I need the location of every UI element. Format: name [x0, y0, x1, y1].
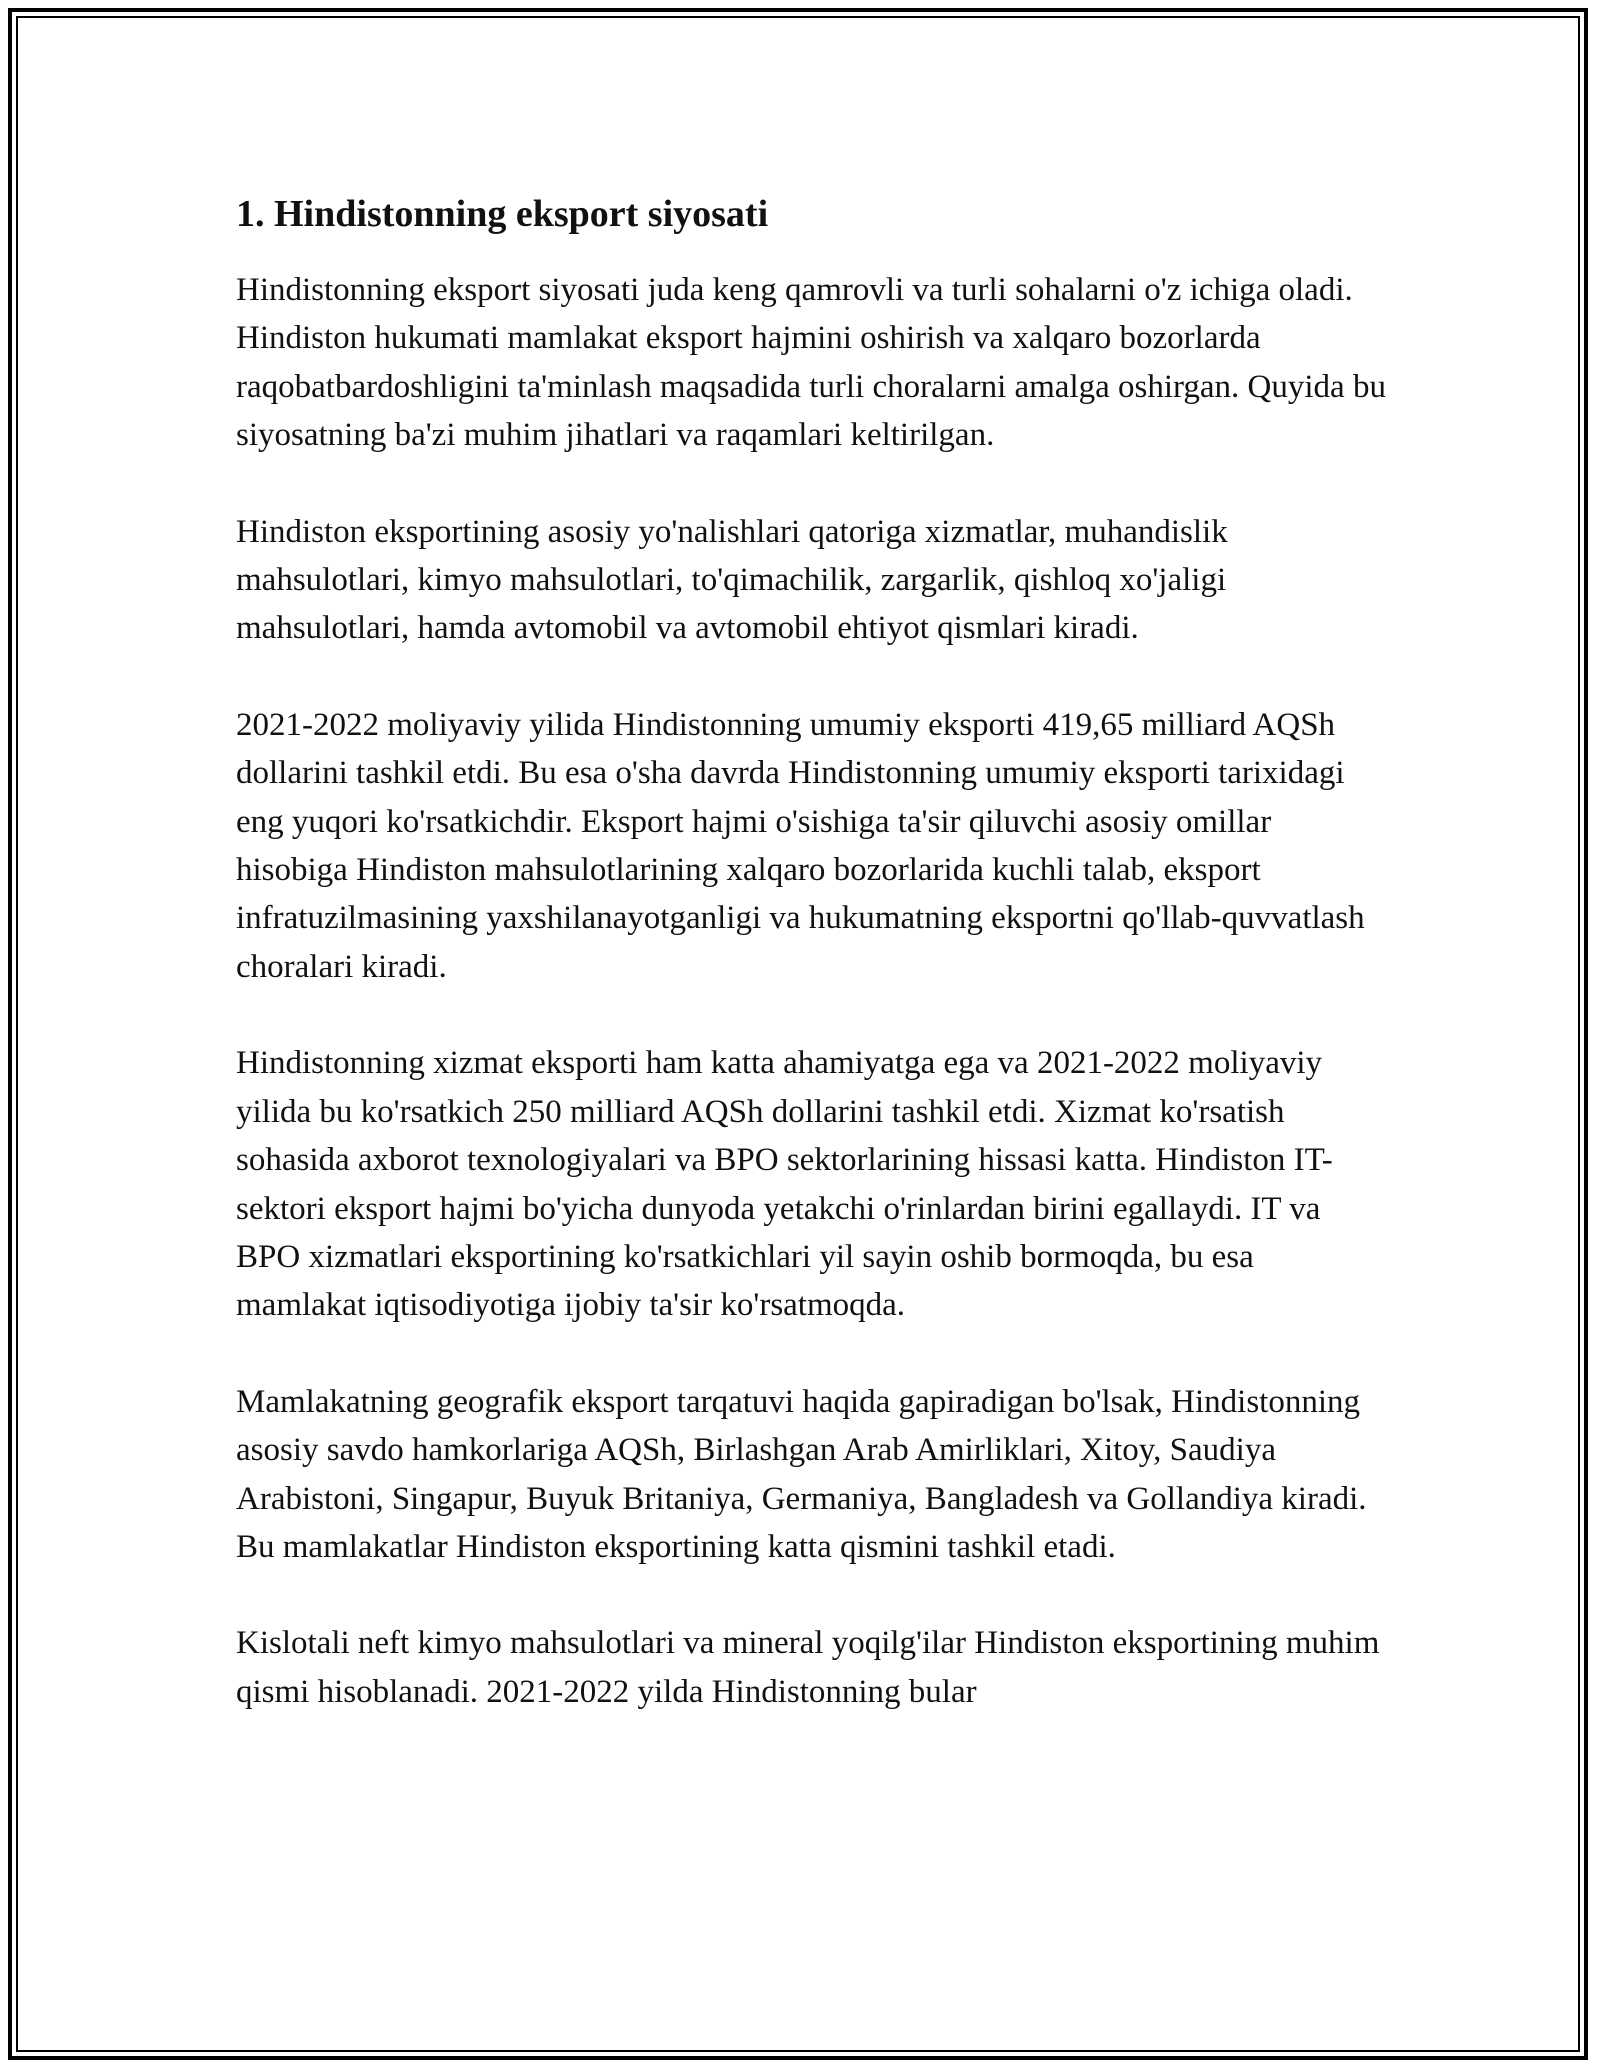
paragraph-trade-partners: Mamlakatning geografik eksport tarqatuvi haqida gapiradigan bo'lsak, Hindistonning asosiy savdo hamkorlariga AQSh, Birlashgan Arab Amirliklari, Xitoy, Saudiya Arabistoni, Singapur, Buyuk Britaniya, Germaniya, Bangladesh va Gollandiya kiradi. Bu mamlakatlar Hindiston eksportining katta qismini tashkil etadi.	[236, 1383, 1367, 1565]
paragraph-export-directions: Hindiston eksportining asosiy yo'nalishlari qatoriga xizmatlar, muhandislik mahsulotlari, kimyo mahsulotlari, to'qimachilik, zargarlik, qishloq xo'jaligi mahsulotlari, hamda avtomobil va avtomobil ehtiyot qismlari kiradi.	[236, 513, 1228, 647]
paragraph-petrochemicals: Kislotali neft kimyo mahsulotlari va mineral yoqilg'ilar Hindiston eksportining muhim qismi hisoblanadi. 2021-2022 yilda Hindistonning bular	[236, 1625, 1380, 1710]
paragraph-intro: Hindistonning eksport siyosati juda keng qamrovli va turli sohalarni o'z ichiga oladi. Hindiston hukumati mamlakat eksport hajmini oshirish va xalqaro bozorlarda raqobatbardoshligini ta'minlash maqsadida turli choralarni amalga oshirgan. Quyida bu siyosatning ba'zi muhim jihatlari va raqamlari keltirilgan.	[236, 272, 1386, 454]
paragraph-service-exports: Hindistonning xizmat eksporti ham katta ahamiyatga ega va 2021-2022 moliyaviy yilida bu ko'rsatkich 250 milliard AQSh dollarini tashkil etdi. Xizmat ko'rsatish sohasida axborot texnologiyalari va BPO sektorlarining hissasi katta. Hindiston IT-sektori eksport hajmi bo'yicha dunyoda yetakchi o'rinlardan birini egallaydi. IT va BPO xizmatlari eksportining ko'rsatkichlari yil sayin oshib bormoqda, bu esa mamlakat iqtisodiyotiga ijobiy ta'sir ko'rsatmoqda.	[236, 1045, 1333, 1324]
document-body	[236, 188, 1386, 1764]
section-heading: 1. Hindistonning eksport siyosati	[236, 193, 769, 235]
paragraph-total-exports: 2021-2022 moliyaviy yilida Hindistonning umumiy eksporti 419,65 milliard AQSh dollarini tashkil etdi. Bu esa o'sha davrda Hindistonning umumiy eksporti tarixidagi eng yuqori ko'rsatkichdir. Eksport hajmi o'sishiga ta'sir qiluvchi asosiy omillar hisobiga Hindiston mahsulotlarining xalqaro bozorlarida kuchli talab, eksport infratuzilmasining yaxshilanayotganligi va hukumatning eksportni qo'llab-quvvatlash choralari kiradi.	[236, 706, 1365, 985]
